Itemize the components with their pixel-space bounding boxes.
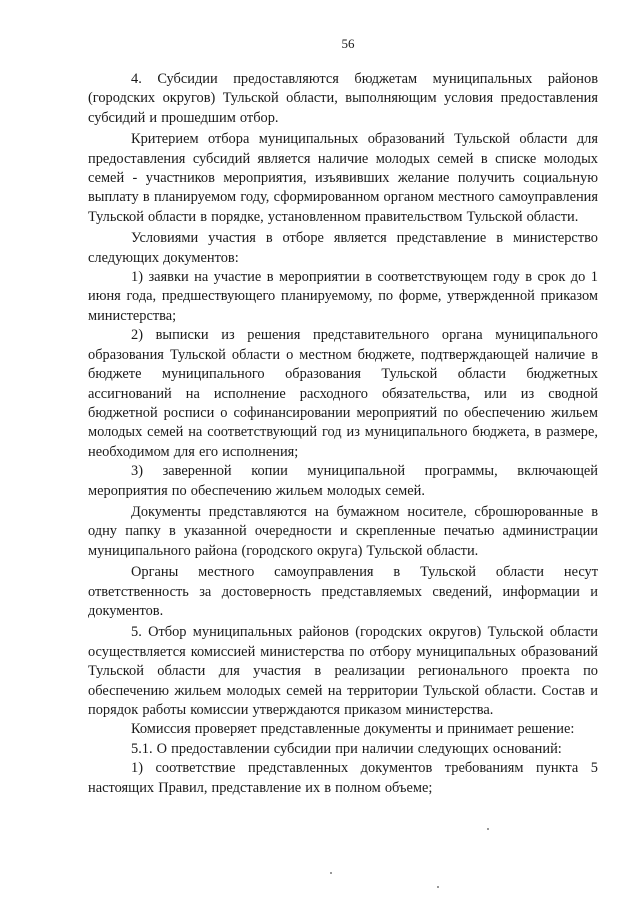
scan-speck xyxy=(330,872,332,874)
scan-speck xyxy=(487,828,489,830)
paragraph-selection-commission: 5. Отбор муниципальных районов (городских округов) Тульской области осуществляется комиссией министерства по отбору муниципальных образований Тульской области для участия в реализации регионального проекта по обеспечению жильем молодых семей на территории Тульской области. Состав и порядок работы комиссии утверждаются приказом министерства. xyxy=(88,624,598,718)
paragraph-commission-decision: Комиссия проверяет представленные документы и принимает решение: xyxy=(131,721,575,738)
scan-speck xyxy=(437,886,439,888)
page-number: 56 xyxy=(341,36,355,51)
paragraph-responsibility: Органы местного самоуправления в Тульской области несут ответственность за достоверность представляемых сведений, информации и документов. xyxy=(88,564,598,619)
list-item-program-copy: 3) заверенной копии муниципальной программы, включающей мероприятия по обеспечению жильем молодых семей. xyxy=(88,463,598,499)
paragraph-grounds-heading: 5.1. О предоставлении субсидии при наличии следующих оснований: xyxy=(131,740,562,757)
paragraph-selection-criterion: Критерием отбора муниципальных образований Тульской области для предоставления субсидий является наличие молодых семей в списке молодых семей - участников мероприятия, изъявивших желание получить социальную выплату в планируемом году, сформированном органом местного самоуправления Тульской области в порядке, установленном правительством Тульской области. xyxy=(88,131,598,225)
paragraph-documents-format: Документы представляются на бумажном носителе, сброшюрованные в одну папку в указанной очередности и скрепленные печатью администрации муниципального района (городского округа) Тульской области. xyxy=(88,503,598,559)
paragraph-participation-conditions: Условиями участия в отборе является представление в министерство следующих документов: xyxy=(88,230,598,266)
list-item-compliance: 1) соответствие представленных документов требованиям пункта 5 настоящих Правил, представление их в полном объеме; xyxy=(88,760,598,796)
paragraph-subsidies-intro: 4. Субсидии предоставляются бюджетам муниципальных районов (городских округов) Тульской области, выполняющим условия предоставления субсидий и прошедшим отбор. xyxy=(88,71,598,126)
list-item-budget-extract: 2) выписки из решения представительного органа муниципального образования Тульской области о местном бюджете, подтверждающей наличие в бюджете муниципального образования Тульской области бюджетных ассигнований на исполнение расходного обязательства, или из сводной бюджетной росписи о софинансировании мероприятий по обеспечению жильем молодых семей на соответствующий год из муниципального бюджета, в размере, необходимом для его исполнения; xyxy=(88,327,598,460)
list-item-application: 1) заявки на участие в мероприятии в соответствующем году в срок до 1 июня года, предшествующего планируемому, по форме, утвержденной приказом министерства; xyxy=(88,269,598,324)
